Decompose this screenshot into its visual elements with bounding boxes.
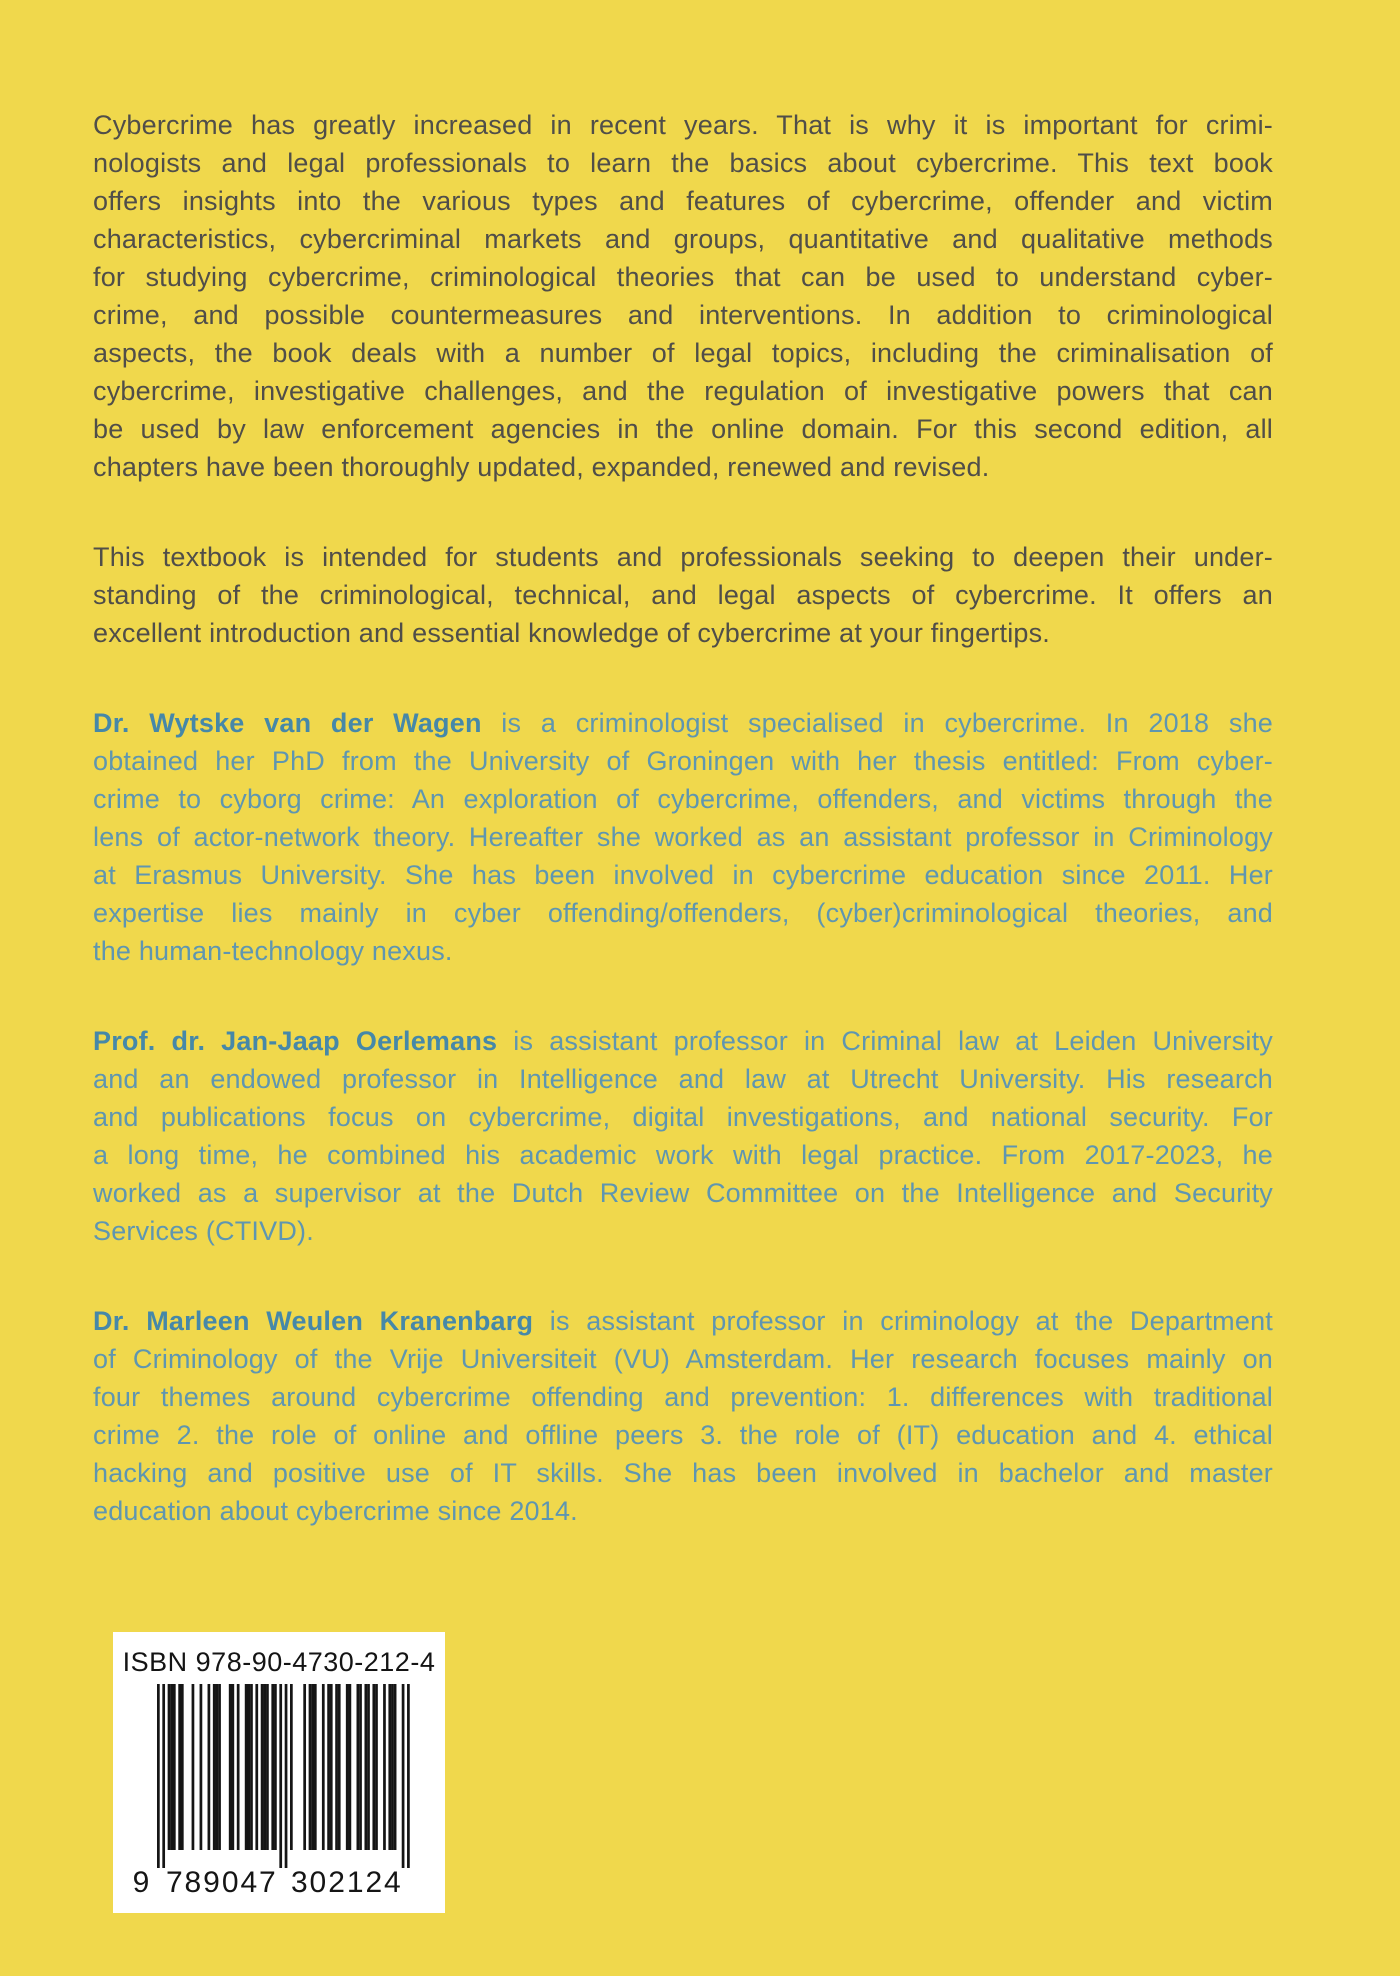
text-line: Dr. Wytske van der Wagen is a criminologist specialised in cybercrime. In 2018 she <box>93 708 1273 738</box>
author-name: Dr. Marleen Weulen Kranenbarg <box>93 1306 534 1336</box>
svg-text:3: 3 <box>290 1866 308 1896</box>
svg-text:4: 4 <box>384 1866 401 1896</box>
text-line: Cybercrime has greatly increased in recent years. That is why it is important for crimi- <box>93 110 1273 140</box>
text-line: offers insights into the various types and features of cybercrime, offender and victim <box>93 186 1273 216</box>
text-line: cybercrime, investigative challenges, and the regulation of investigative powers that can <box>93 376 1273 406</box>
svg-text:7: 7 <box>259 1866 276 1896</box>
text-line: obtained her PhD from the University of Groningen with her thesis entitled: From cyber- <box>93 746 1273 776</box>
text-line: for studying cybercrime, criminological theories that can be used to understand cyber- <box>93 262 1273 292</box>
text-line: and publications focus on cybercrime, digital investigations, and national security. For <box>93 1102 1273 1132</box>
text-line: excellent introduction and essential knowledge of cybercrime at your fingertips. <box>93 618 1051 648</box>
text-line: This textbook is intended for students and professionals seeking to deepen their under- <box>93 542 1273 572</box>
text-line: Prof. dr. Jan-Jaap Oerlemans is assistant professor in Criminal law at Leiden University <box>93 1026 1274 1056</box>
svg-text:0: 0 <box>221 1866 239 1896</box>
text-line: standing of the criminological, technical, and legal aspects of cybercrime. It offers an <box>93 580 1273 610</box>
svg-text:0: 0 <box>309 1866 327 1896</box>
text-line: and an endowed professor in Intelligence and law at Utrecht University. His research <box>93 1064 1273 1094</box>
text-line: worked as a supervisor at the Dutch Review Committee on the Intelligence and Security <box>93 1178 1273 1208</box>
svg-text:4: 4 <box>240 1866 258 1896</box>
text-line: the human-technology nexus. <box>93 936 453 966</box>
text-line: education about cybercrime since 2014. <box>93 1496 578 1526</box>
svg-text:9: 9 <box>132 1866 150 1896</box>
ean13-barcode <box>129 1684 429 1896</box>
svg-text:2: 2 <box>328 1866 345 1896</box>
text-line: hacking and positive use of IT skills. She has been involved in bachelor and master <box>93 1458 1273 1488</box>
paragraph <box>93 538 1273 652</box>
svg-text:2: 2 <box>365 1866 383 1896</box>
text-line: Dr. Marleen Weulen Kranenbarg is assistant professor in criminology at the Department <box>93 1306 1273 1336</box>
author-name: Dr. Wytske van der Wagen <box>93 708 482 738</box>
text-line: crime to cyborg crime: An exploration of cybercrime, offenders, and victims through the <box>93 784 1273 814</box>
text-line: aspects, the book deals with a number of legal topics, including the criminalisation of <box>93 338 1273 368</box>
svg-text:9: 9 <box>203 1866 220 1896</box>
text-line: crime 2. the role of online and offline peers 3. the role of (IT) education and 4. ethical <box>93 1420 1273 1450</box>
text-line: characteristics, cybercriminal markets and groups, quantitative and qualitative methods <box>93 224 1273 254</box>
author-name: Prof. dr. Jan-Jaap Oerlemans <box>93 1026 498 1056</box>
paragraph <box>93 1022 1273 1250</box>
svg-text:8: 8 <box>184 1866 202 1896</box>
text-line: nologists and legal professionals to learn the basics about cybercrime. This text book <box>93 148 1273 178</box>
back-cover-text <box>93 106 1273 1582</box>
text-line: chapters have been thoroughly updated, expanded, renewed and revised. <box>93 452 990 482</box>
svg-text:7: 7 <box>165 1866 183 1896</box>
text-line: expertise lies mainly in cyber offending/offenders, (cyber)criminological theories, and <box>93 898 1273 928</box>
text-line: be used by law enforcement agencies in the online domain. For this second edition, all <box>93 414 1273 444</box>
text-line: a long time, he combined his academic work with legal practice. From 2017-2023, he <box>93 1140 1273 1170</box>
paragraph <box>93 106 1273 486</box>
svg-text:1: 1 <box>346 1866 364 1896</box>
isbn-barcode-panel <box>113 1632 445 1913</box>
text-line: at Erasmus University. She has been involved in cybercrime education since 2011. Her <box>93 860 1273 890</box>
text-line: crime, and possible countermeasures and interventions. In addition to criminological <box>93 300 1273 330</box>
text-line: four themes around cybercrime offending and prevention: 1. differences with traditional <box>93 1382 1273 1412</box>
paragraph <box>93 1302 1273 1530</box>
paragraph <box>93 704 1273 970</box>
isbn-label: ISBN 978-90-4730-212-4 <box>122 1647 436 1677</box>
text-line: lens of actor-network theory. Hereafter she worked as an assistant professor in Criminology <box>93 822 1273 852</box>
text-line: Services (CTIVD). <box>93 1216 314 1246</box>
text-line: of Criminology of the Vrije Universiteit (VU) Amsterdam. Her research focuses mainly on <box>93 1344 1273 1374</box>
